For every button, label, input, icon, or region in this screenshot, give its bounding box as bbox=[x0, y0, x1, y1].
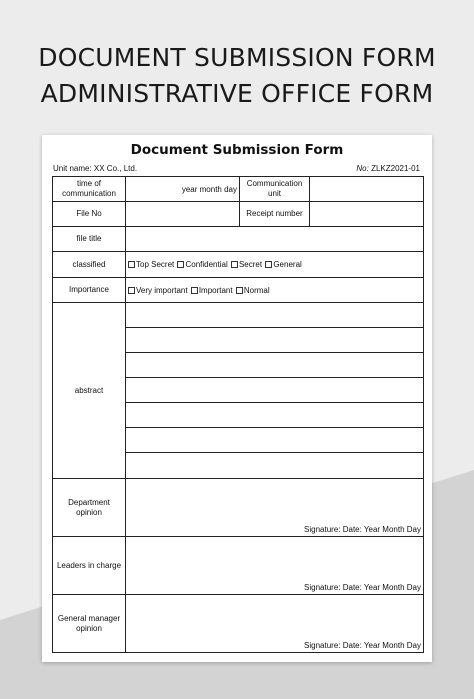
page-banner bbox=[0, 40, 474, 112]
table-row bbox=[53, 278, 424, 303]
abstract-line-1[interactable] bbox=[126, 303, 424, 328]
general-manager-signature-line: Signature: Date: Year Month Day bbox=[304, 641, 421, 650]
confidential-option-label: Confidential bbox=[185, 260, 228, 269]
importance-options bbox=[126, 278, 424, 303]
department-opinion-field[interactable] bbox=[126, 479, 424, 537]
abstract-line-4[interactable] bbox=[126, 378, 424, 403]
banner-title-line1: DOCUMENT SUBMISSION FORM bbox=[38, 43, 436, 72]
table-row bbox=[53, 202, 424, 227]
file-title-field[interactable] bbox=[126, 227, 424, 252]
table-row bbox=[53, 252, 424, 278]
top-secret-checkbox[interactable] bbox=[128, 261, 135, 268]
top-secret-option-label: Top Secret bbox=[136, 260, 175, 269]
secret-checkbox[interactable] bbox=[231, 261, 238, 268]
importance-label: Importance bbox=[53, 278, 126, 303]
form-sheet bbox=[42, 135, 432, 662]
form-title: Document Submission Form bbox=[130, 142, 344, 158]
abstract-line-7[interactable] bbox=[126, 453, 424, 479]
general-manager-opinion-field[interactable] bbox=[126, 595, 424, 653]
communication-unit-field[interactable] bbox=[310, 177, 424, 202]
table-row bbox=[53, 479, 424, 537]
table-row bbox=[53, 595, 424, 653]
important-option-label: Important bbox=[198, 285, 233, 295]
submission-table bbox=[52, 176, 424, 653]
abstract-label: abstract bbox=[53, 303, 126, 479]
table-row bbox=[53, 177, 424, 202]
banner-title-line2: ADMINISTRATIVE OFFICE FORM bbox=[40, 79, 434, 108]
normal-checkbox[interactable] bbox=[236, 287, 243, 294]
abstract-line-5[interactable] bbox=[126, 403, 424, 428]
normal-option-label: Normal bbox=[243, 285, 270, 295]
abstract-line-6[interactable] bbox=[126, 428, 424, 453]
file-no-field[interactable] bbox=[126, 202, 240, 227]
confidential-checkbox[interactable] bbox=[177, 261, 184, 268]
file-no-label: File No bbox=[53, 202, 126, 227]
document-number-value: ZLKZ2021-01 bbox=[371, 164, 420, 173]
table-row bbox=[53, 537, 424, 595]
very-important-option-label: Very important bbox=[136, 285, 188, 295]
general-manager-opinion-label: General manager opinion bbox=[53, 595, 126, 653]
leaders-in-charge-field[interactable] bbox=[126, 537, 424, 595]
table-row bbox=[53, 303, 424, 328]
receipt-number-field[interactable] bbox=[310, 202, 424, 227]
leaders-signature-line: Signature: Date: Year Month Day bbox=[304, 583, 421, 592]
unit-name: Unit name: XX Co., Ltd. bbox=[53, 164, 138, 173]
classified-options bbox=[126, 252, 424, 278]
time-of-communication-field[interactable]: year month day bbox=[126, 177, 240, 202]
time-of-communication-label: time of communication bbox=[53, 177, 126, 202]
department-opinion-label: Department opinion bbox=[53, 479, 126, 537]
leaders-in-charge-label: Leaders in charge bbox=[53, 537, 126, 595]
document-number-label: No: bbox=[356, 164, 369, 173]
file-title-label: file title bbox=[53, 227, 126, 252]
department-signature-line: Signature: Date: Year Month Day bbox=[304, 525, 421, 534]
document-number bbox=[356, 164, 420, 173]
very-important-checkbox[interactable] bbox=[128, 287, 135, 294]
abstract-line-3[interactable] bbox=[126, 353, 424, 378]
important-checkbox[interactable] bbox=[191, 287, 198, 294]
classified-label: classified bbox=[53, 252, 126, 278]
table-row bbox=[53, 227, 424, 252]
abstract-line-2[interactable] bbox=[126, 328, 424, 353]
general-checkbox[interactable] bbox=[265, 261, 272, 268]
general-option-label: General bbox=[273, 260, 302, 269]
communication-unit-label: Communication unit bbox=[240, 177, 310, 202]
receipt-number-label: Receipt number bbox=[240, 202, 310, 227]
secret-option-label: Secret bbox=[238, 260, 263, 269]
